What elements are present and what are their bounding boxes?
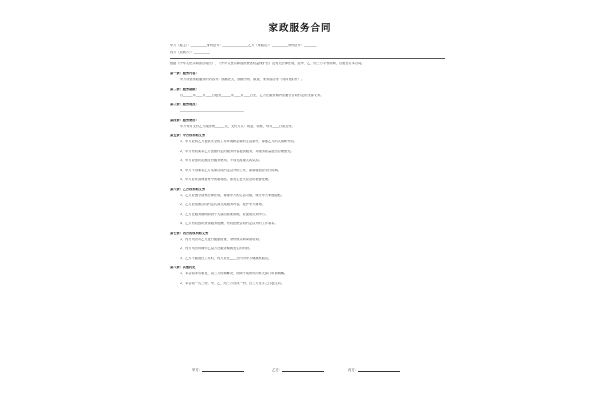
clause-text: 3、乙方在服务期间如因个人原因需要请假，应提前告知甲方。 — [180, 212, 269, 216]
clause-text: 2、本合同一式三份，甲、乙、丙三方各执一份，自三方签字之日起生效。 — [180, 281, 285, 285]
clause-text: 4、乙方有权按时获得服务报酬，有权拒绝合同约定以外的工作要求。 — [180, 222, 278, 225]
clause-text: 3、乙方不能胜任工作时，丙方应在____日内为甲方调换家政员。 — [180, 256, 272, 260]
clause-text: 1、本合同未尽事宜，由三方协商解决，协商不成的可向有关部门申请调解。 — [180, 272, 288, 275]
clause-heading: 第七条：丙方的权利和义务 — [170, 231, 209, 235]
signature-party-c: 丙方： — [348, 367, 400, 372]
clause-heading: 第五条：甲方权利和义务 — [170, 134, 206, 137]
clause-text: ________________________________________ — [180, 109, 244, 112]
clause-heading: 第一条：服务内容： — [170, 72, 199, 75]
clause-text: 甲方每月支付乙方服务费______元，支付方式：现金、转账，每月____日前支付。 — [180, 124, 295, 128]
clause-heading: 第六条：乙方权利和义务 — [170, 187, 206, 191]
preamble: 根据《中华人民共和国合同法》、《中华人民共和国消费者权益保护法》及有关法律法规，经甲、乙、丙三方平等协商，自愿签订本合同。 — [170, 62, 365, 65]
clause-text: 4、甲方不得要求乙方从事合同约定以外的工作，如需增加应另行协商。 — [180, 168, 281, 172]
party-info-line: 甲方（雇主）：__________身份证号：________________乙方（家政员）：__________身份证号：________ — [170, 44, 317, 47]
signature-party-a: 甲方： — [192, 367, 244, 372]
clause-heading: 第二条：服务期限： — [170, 87, 199, 91]
clause-text: 1、甲方应向乙方提供安全的工作环境和必要的生活条件，尊重乙方的人格和劳动。 — [180, 140, 297, 143]
clause-text: 2、甲方有权要求乙方按照约定的服务内容提供服务，对服务质量提出合理意见。 — [180, 149, 294, 153]
clause-heading: 第四条：服务费用： — [170, 118, 199, 122]
document-title: 家政服务合同 — [268, 23, 332, 34]
clause-heading: 第八条：其他约定 — [170, 266, 196, 269]
clause-heading: 第三条：服务地点： — [170, 103, 199, 106]
clause-text: 5、甲方应妥善保管家中贵重物品，如发生丢失应及时报警处理。 — [180, 178, 272, 181]
clause-text: 自______年____月____日起至______年____月____日止，乙方在服务期内应履行合同约定的全部义务。 — [180, 93, 324, 97]
clause-text: 甲方所需家政服务的内容为：照顾老人、照顾小孩、做饭、家务清洁等（具体见附件）。 — [180, 78, 305, 81]
signature-party-b: 乙方： — [272, 367, 324, 372]
clause-text: 1、乙方应遵守国家法律法规，尊重甲方的生活习惯，保守甲方家庭隐私。 — [180, 193, 285, 197]
clause-text: 2、乙方应按照合同约定认真完成服务内容，爱护甲方财物。 — [180, 203, 265, 206]
clause-text: 1、丙方负责对乙方进行健康检查、身份核实和岗前培训。 — [180, 237, 262, 241]
clause-text: 3、甲方应按时足额支付服务费用，不得无故拖欠或克扣。 — [180, 159, 262, 162]
clause-text: 2、丙方负责协调甲乙双方在服务期间发生的纠纷。 — [180, 247, 253, 250]
party-info-line-2: 丙方（居间方）：__________ — [170, 51, 210, 54]
